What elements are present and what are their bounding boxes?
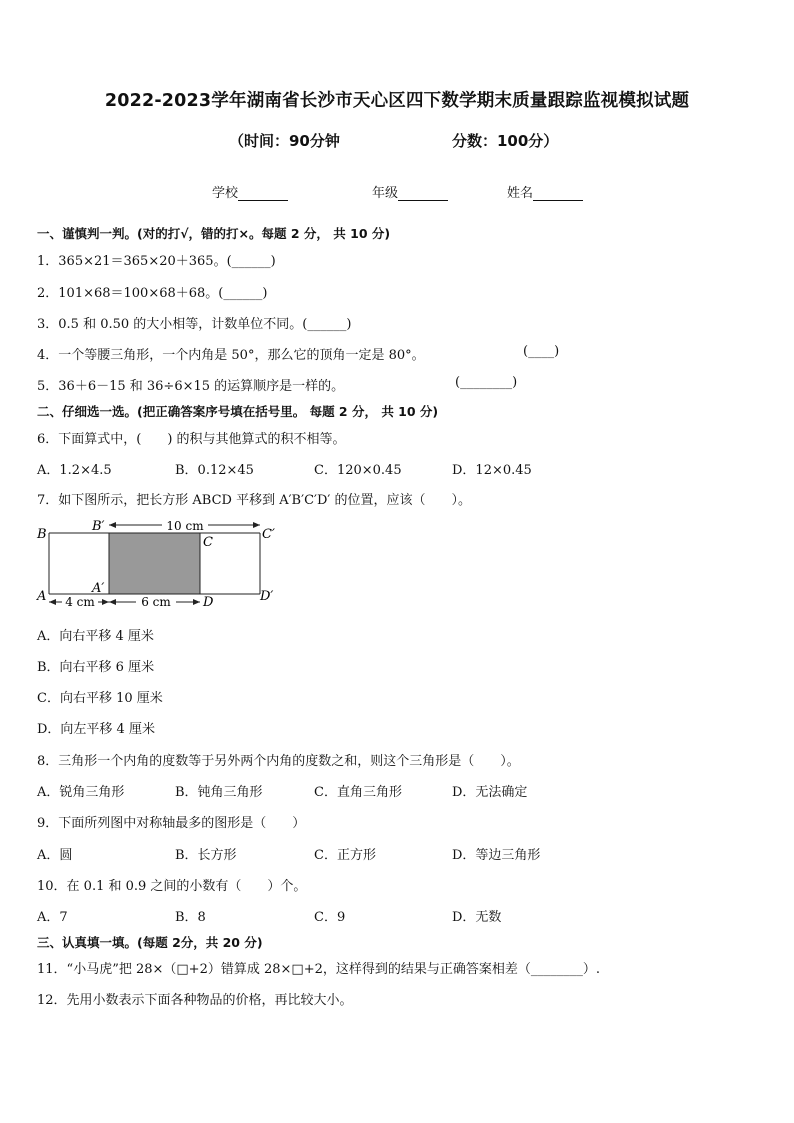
point-c-label: C	[203, 535, 213, 550]
q9-option-a[interactable]: A．圆	[37, 848, 73, 863]
q9-option-b[interactable]: B．长方形	[175, 848, 237, 863]
school-label: 学校	[212, 186, 239, 201]
top-arrow-right	[253, 522, 260, 528]
point-bprime-label: B′	[92, 519, 105, 534]
question-2: 2．101×68＝100×68＋68。(______)	[37, 286, 268, 301]
q8-option-c[interactable]: C．直角三角形	[314, 785, 402, 800]
section1-heading: 一、谨慎判一判。(对的打√，错的打×。每题 2 分， 共 10 分)	[37, 226, 391, 241]
bottom-arrow-ap-right	[109, 599, 116, 605]
bottom-arrow-ap-left	[102, 599, 109, 605]
q9-option-c[interactable]: C．正方形	[314, 848, 376, 863]
dim-4cm-label: 4 cm	[65, 595, 95, 609]
question-12: 12．先用小数表示下面各种物品的价格，再比较大小。	[37, 993, 353, 1008]
section3-heading: 三、认真填一填。(每题 2分，共 20 分)	[37, 935, 263, 950]
school-blank[interactable]	[238, 186, 288, 201]
question-6: 6．下面算式中，( ) 的积与其他算式的积不相等。	[37, 432, 346, 447]
point-cprime-label: C′	[262, 527, 275, 542]
question-1: 1．365×21＝365×20＋365。(______)	[37, 254, 276, 269]
grade-blank[interactable]	[398, 186, 448, 201]
grade-label: 年级	[372, 186, 399, 201]
dim-10cm-label: 10 cm	[166, 519, 204, 533]
q7-option-d[interactable]: D．向左平移 4 厘米	[37, 722, 155, 737]
q8-option-b[interactable]: B．钝角三角形	[175, 785, 263, 800]
question-5-blank[interactable]: (________)	[455, 375, 518, 390]
q9-option-d[interactable]: D．等边三角形	[452, 848, 541, 863]
q6-option-b[interactable]: B．0.12×45	[175, 463, 254, 478]
question-4-blank[interactable]: (____)	[523, 344, 560, 359]
point-b-label: B	[37, 527, 47, 542]
point-d-label: D	[203, 595, 214, 610]
score-label: 分数：100分）	[452, 132, 559, 150]
q10-option-d[interactable]: D．无数	[452, 910, 502, 925]
q6-option-d[interactable]: D．12×0.45	[452, 463, 532, 478]
q7-option-c[interactable]: C．向右平移 10 厘米	[37, 691, 163, 706]
point-a-label: A	[37, 589, 47, 604]
q10-option-a[interactable]: A．7	[37, 910, 68, 925]
question-7: 7．如下图所示，把长方形 ABCD 平移到 A′B′C′D′ 的位置，应该（ ）。	[37, 493, 471, 508]
q10-option-c[interactable]: C．9	[314, 910, 346, 925]
dim-6cm-label: 6 cm	[141, 595, 171, 609]
q10-option-b[interactable]: B．8	[175, 910, 206, 925]
grade-field	[372, 182, 448, 201]
name-label: 姓名	[507, 186, 534, 201]
name-field	[507, 182, 583, 201]
name-blank[interactable]	[533, 186, 583, 201]
q6-option-c[interactable]: C．120×0.45	[314, 463, 402, 478]
q8-option-a[interactable]: A．锐角三角形	[37, 785, 125, 800]
question-10: 10．在 0.1 和 0.9 之间的小数有（ ）个。	[37, 879, 307, 894]
point-aprime-label: A′	[92, 581, 105, 596]
time-label: （时间：90分钟	[229, 132, 340, 150]
question-8: 8．三角形一个内角的度数等于另外两个内角的度数之和，则这个三角形是（ ）。	[37, 754, 520, 769]
translation-figure	[32, 515, 282, 615]
exam-title: 2022-2023学年湖南省长沙市天心区四下数学期末质量跟踪监视模拟试题	[104, 91, 690, 111]
top-arrow-left	[109, 522, 116, 528]
shaded-rectangle	[109, 533, 200, 594]
q7-option-a[interactable]: A．向右平移 4 厘米	[37, 629, 154, 644]
bottom-arrow-a	[49, 599, 56, 605]
section2-heading: 二、仔细选一选。(把正确答案序号填在括号里。 每题 2 分， 共 10 分)	[37, 404, 439, 419]
school-field	[212, 182, 288, 201]
bottom-arrow-d	[193, 599, 200, 605]
point-dprime-label: D′	[260, 589, 274, 604]
q8-option-d[interactable]: D．无法确定	[452, 785, 528, 800]
question-4: 4．一个等腰三角形，一个内角是 50°，那么它的顶角一定是 80°。	[37, 348, 425, 363]
question-5: 5．36＋6－15 和 36÷6×15 的运算顺序是一样的。	[37, 379, 345, 394]
question-3: 3．0.5 和 0.50 的大小相等，计数单位不同。(______)	[37, 317, 352, 332]
question-11: 11．“小马虎”把 28×（□+2）错算成 28×□+2，这样得到的结果与正确答案相差（________）.	[37, 962, 600, 977]
q6-option-a[interactable]: A．1.2×4.5	[37, 463, 112, 478]
question-9: 9．下面所列图中对称轴最多的图形是（ ）	[37, 816, 306, 831]
q7-option-b[interactable]: B．向右平移 6 厘米	[37, 660, 155, 675]
